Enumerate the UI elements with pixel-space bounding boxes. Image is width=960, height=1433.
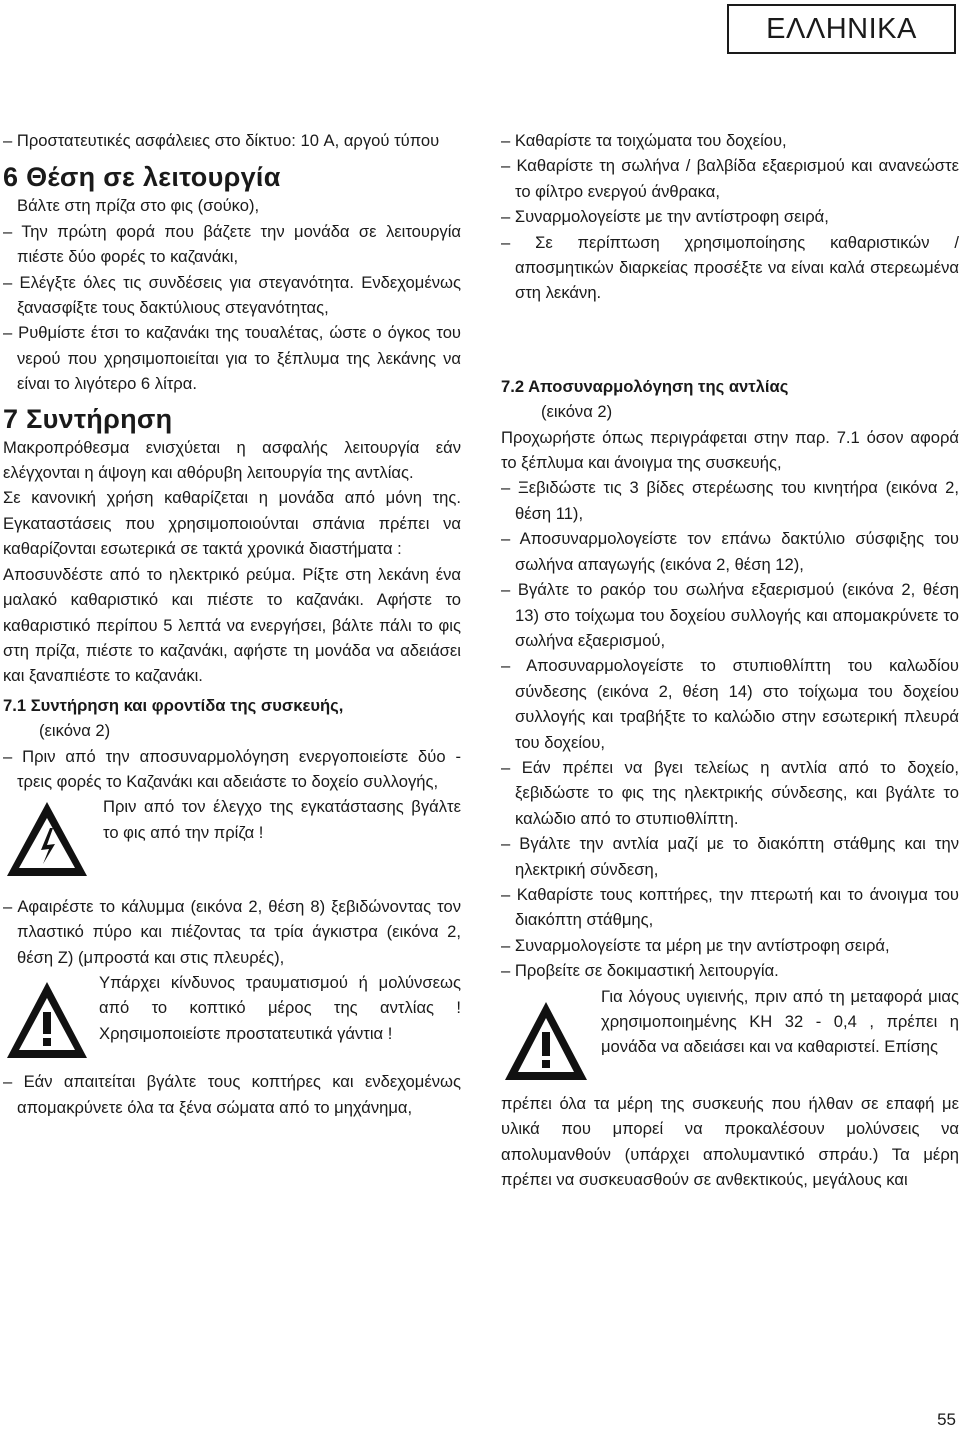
list-item: – Σε περίπτωση χρησιμοποίησης καθαριστικών / αποσμητικών διαρκείας προσέξτε να είναι καλά στερεωμένα στη λεκάνη. — [501, 232, 959, 303]
warning-text: Υπάρχει κίνδυνος τραυματισμού ή μολύνσεως από το κοπτικό μέρος της αντλίας ! Χρησιμοποιείστε προστατευτικά γάντια ! — [99, 972, 461, 1043]
section-7-2-title — [501, 374, 959, 399]
general-warning-block — [3, 970, 461, 1069]
fuse-note: – Προστατευτικές ασφάλειες στο δίκτυο: 10 A, αργού τύπου — [3, 131, 440, 150]
paragraph: Αποσυνδέστε από το ηλεκτρικό ρεύμα. Ρίξτε στη λεκάνη ένα μαλακό καθαριστικό και πιέστε το καζανάκι. Αφήστε το καθαριστικό περίπου 5 λεπτά να ενεργήσει, βάλτε πάλι το φις στη πρίζα, πιέστε το καζανάκι, αφήστε τη μονάδα να αδειάσει και ξαναπιέστε το καζανάκι. — [3, 564, 461, 686]
list-item: Βάλτε στη πρίζα στο φις (σούκο), — [17, 196, 260, 216]
exclamation-warning-icon — [501, 984, 601, 1091]
electric-warning-block — [3, 794, 461, 887]
list-item: – Καθαρίστε τους κοπτήρες, την πτερωτή και το άνοιγμα του διακόπτη στάθμης, — [501, 884, 959, 930]
list-item: – Την πρώτη φορά που βάζετε την μονάδα σε λειτουργία πιέστε δύο φορές το καζανάκι, — [3, 221, 461, 267]
list-item: – Πριν από την αποσυναρμολόγηση ενεργοποιείστε δύο - τρεις φορές το Καζανάκι και αδειάστε το δοχείο συλλογής, — [3, 746, 461, 791]
list-item: – Ρυθμίστε έτσι το καζανάκι της τουαλέτας, ώστε ο όγκος του νερού που χρησιμοποιείται για το ξέπλυμα της λεκάνης να είναι το λιγότερο 6 λίτρα. — [3, 323, 461, 394]
list-item: – Συναρμολογείστε τα μέρη με την αντίστροφη σειρά, — [501, 935, 890, 955]
electric-hazard-icon — [3, 794, 103, 887]
language-label: ΕΛΛΗΝΙΚΑ — [727, 4, 956, 54]
section-number: 7.1 — [3, 695, 27, 715]
list-item: – Αποσυναρμολογείστε το στυπιοθλίπτη του καλωδίου σύνδεσης (εικόνα 2, θέση 14) στο τοίχωμα του δοχείου συλλογής και τραβήξτε το καλώδιο στην εσωτερική πλευρά του δοχείου, — [501, 656, 959, 752]
left-column — [3, 128, 461, 1120]
list-item: – Καθαρίστε τα τοιχώματα του δοχείου, — [501, 131, 787, 150]
list-item: – Αφαιρέστε το κάλυμμα (εικόνα 2, θέση 8) ξεβιδώνοντας τον πλαστικό πύρο και πιέζοντας τα τρία άγκιστρα (εικόνα 2, θέση Z) (μπροστά και στις πλευρές), — [3, 896, 461, 967]
list-item: – Αποσυναρμολογείστε τον επάνω δακτύλιο σύσφιξης του σωλήνα απαγωγής (εικόνα 2, θέση 12), — [501, 529, 959, 574]
section-number: 7.2 — [501, 376, 525, 396]
page-number: 55 — [937, 1410, 956, 1429]
list-item: – Καθαρίστε τη σωλήνα / βαλβίδα εξαερισμού και ανανεώστε το φίλτρο ενεργού άνθρακα, — [501, 156, 959, 201]
section-7-1-title — [3, 693, 461, 718]
list-item: – Βγάλτε το ρακόρ του σωλήνα εξαερισμού (εικόνα 2, θέση 13) στο τοίχωμα του δοχείου συλλογής και απομακρύνετε το σωλήνα εξαερισμού, — [501, 580, 959, 650]
paragraph: Σε κανονική χρήση καθαρίζεται η μονάδα από μόνη της. Εγκαταστάσεις που χρησιμοποιούνται σπάνια πρέπει να καθαρίζονται εσωτερικά σε τακτά χρονικά διαστήματα : — [3, 488, 461, 559]
exclamation-warning-icon — [3, 970, 99, 1069]
list-item: – Ξεβιδώστε τις 3 βίδες στερέωσης του κινητήρα (εικόνα 2, θέση 11), — [501, 478, 959, 523]
warning-text: Πριν από τον έλεγχο της εγκατάστασης βγάλτε το φις από την πρίζα ! — [103, 797, 461, 842]
list-item: – Ελέγξτε όλες τις συνδέσεις για στεγανότητα. Ενδεχομένως ξανασφίξτε τους δακτύλιους στεγανότητας, — [3, 272, 461, 318]
paragraph: Μακροπρόθεσμα ενισχύεται η ασφαλής λειτουργία εάν ελέγχονται η άψογη και αθόρυβη λειτουργία της αντλίας. — [3, 437, 461, 483]
list-item: – Εάν πρέπει να βγει τελείως η αντλία από το δοχείο, ξεβιδώστε το φις της ηλεκτρικής σύνδεσης, και βγάλτε το καλώδιο από το στυπιοθλίπτη. — [501, 757, 959, 828]
hygiene-warning-block — [501, 984, 959, 1091]
paragraph: πρέπει όλα τα μέρη της συσκευής που ήλθαν σε επαφή με υλικά που μπορεί να προκαλέσουν μολύνσεις να απολυμανθούν (υπάρχει απολυμαντικό σπράυ.) Τα μέρη πρέπει να συσκευασθούν σε ανθεκτικούς, μεγάλους και — [501, 1094, 959, 1190]
warning-text: Για λόγους υγιεινής, πριν από τη μεταφορά μιας χρησιμοποιημένης KH 32 - 0,4 , πρέπει η μονάδα να αδειάσει και να καθαριστεί. Επίσης — [601, 986, 959, 1057]
list-item: – Προβείτε σε δοκιμαστική λειτουργία. — [501, 961, 779, 981]
section-7-title: 7 Συντήρηση — [3, 403, 173, 434]
list-item: – Συναρμολογείστε με την αντίστροφη σειρά, — [501, 207, 829, 227]
right-column — [501, 128, 959, 1193]
paragraph: Προχωρήστε όπως περιγράφεται στην παρ. 7.1 όσον αφορά το ξέπλυμα και άνοιγμα της συσκευής, — [501, 427, 959, 473]
list-item: – Εάν απαιτείται βγάλτε τους κοπτήρες και ενδεχομένως απομακρύνετε όλα τα ξένα σώματα από το μηχάνημα, — [3, 1072, 461, 1117]
section-heading: Αποσυναρμολόγηση της αντλίας — [528, 376, 789, 396]
list-item: – Βγάλτε την αντλία μαζί με το διακόπτη στάθμης και την ηλεκτρική σύνδεση, — [501, 834, 959, 879]
figure-ref: (εικόνα 2) — [39, 721, 111, 741]
figure-ref: (εικόνα 2) — [541, 402, 613, 422]
section-heading: Συντήρηση και φροντίδα της συσκευής, — [30, 695, 344, 715]
section-6-title: 6 Θέση σε λειτουργία — [3, 162, 281, 193]
